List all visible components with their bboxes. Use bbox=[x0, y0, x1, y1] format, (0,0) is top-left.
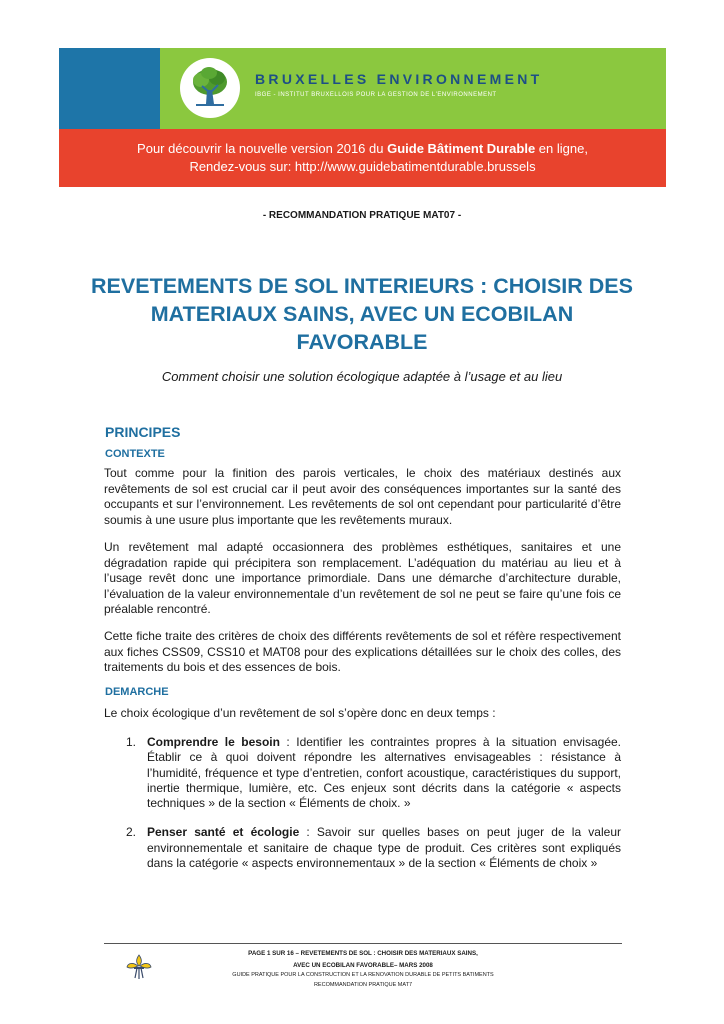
notice-link[interactable]: Rendez-vous sur: http://www.guidebatimentdurable.brussels bbox=[189, 159, 536, 174]
page-title: REVETEMENTS DE SOL INTERIEURS : CHOISIR DES MATERIAUX SAINS, AVEC UN ECOBILAN FAVORABLE bbox=[91, 274, 633, 354]
banner-blue-block bbox=[59, 48, 160, 129]
notice-prefix: Pour découvrir la nouvelle version 2016 du bbox=[137, 141, 388, 156]
step-text: : Savoir sur quelles bases on peut juger de la valeur environnementale et sanitaire de chaque type de produit. Ces critères sont expliqués dans la catégorie « aspects environnementaux » de la section « Éléments de choix » bbox=[147, 825, 621, 871]
notice-suffix: en ligne, bbox=[535, 141, 588, 156]
section-heading-principes: PRINCIPES bbox=[105, 424, 181, 440]
brand-name: BRUXELLES ENVIRONNEMENT bbox=[255, 71, 543, 87]
banner-green-block bbox=[160, 48, 666, 129]
step-text: : Identifier les contraintes propres à la situation envisagée. Établir ce à quoi doivent répondre les alternatives envisageables : résistance à l’humidité, fréquence et type d’entretien, confort acoustique, caractéristiques du support, inertie thermique, lumière, etc. Ces enjeux sont décrits dans la catégorie « aspects techniques » de la section « Éléments de choix. » bbox=[147, 735, 622, 811]
tree-logo-icon bbox=[180, 58, 240, 118]
document-kicker: - RECOMMANDATION PRATIQUE MAT07 - bbox=[262, 210, 462, 221]
notice-guide-name: Guide Bâtiment Durable bbox=[387, 141, 536, 156]
footer-line-1: PAGE 1 SUR 16 – REVETEMENTS DE SOL : CHOISIR DES MATERIAUX SAINS, bbox=[248, 950, 478, 957]
brand-subtitle: IBGE - INSTITUT BRUXELLOIS POUR LA GESTION DE L'ENVIRONNEMENT bbox=[255, 92, 497, 98]
list-item bbox=[126, 735, 621, 811]
header-banner bbox=[59, 48, 666, 187]
list-item bbox=[126, 825, 621, 871]
page-subtitle: Comment choisir une solution écologique adaptée à l’usage et au lieu bbox=[161, 369, 563, 384]
footer-line-2: AVEC UN ECOBILAN FAVORABLE– MARS 2008 bbox=[293, 962, 433, 969]
step-title: Penser santé et écologie bbox=[147, 825, 300, 840]
footer-line-4: RECOMMANDATION PRATIQUE MAT7 bbox=[313, 982, 413, 988]
paragraph-demarche-intro: Le choix écologique d’un revêtement de sol s’opère donc en deux temps : bbox=[104, 706, 496, 720]
step-number: 2. bbox=[126, 825, 137, 840]
footer-line-3: GUIDE PRATIQUE POUR LA CONSTRUCTION ET LA RENOVATION DURABLE DE PETITS BATIMENTS bbox=[232, 972, 494, 978]
step-title: Comprendre le besoin bbox=[147, 735, 280, 749]
notice-banner bbox=[59, 129, 666, 187]
subheading-demarche: DEMARCHE bbox=[105, 686, 169, 698]
notice-line-1 bbox=[59, 140, 666, 158]
paragraph-contexte-2: Un revêtement mal adapté occasionnera des problèmes esthétiques, sanitaires et une dégradation rapide qui précipitera son remplacement. L’adéquation du matériau au lieu et à l’usage revêt donc une importance primordiale. Dans une démarche d’architecture durable, l’évaluation de la valeur environnementale d’un revêtement de sol ne peut se faire qu’une fois ce préalable rencontré. bbox=[104, 540, 621, 616]
steps-list bbox=[126, 735, 621, 871]
footer-divider bbox=[104, 943, 622, 944]
paragraph-contexte-1: Tout comme pour la finition des parois verticales, le choix des matériaux destinés aux revêtements de sol est crucial car il peut avoir des conséquences importantes sur la santé des occupants et sur l’environnement. Les revêtements de sol ont cependant pour particularité d’être soumis à une usure plus importante que les revêtements muraux. bbox=[104, 466, 621, 527]
paragraph-contexte-3: Cette fiche traite des critères de choix des différents revêtements de sol et réfère respectivement aux fiches CSS09, CSS10 et MAT08 pour des explications détaillées sur le choix des colles, des traitements du bois et des essences de bois. bbox=[104, 629, 621, 674]
step-number: 1. bbox=[126, 735, 137, 749]
subheading-contexte: CONTEXTE bbox=[105, 448, 165, 460]
